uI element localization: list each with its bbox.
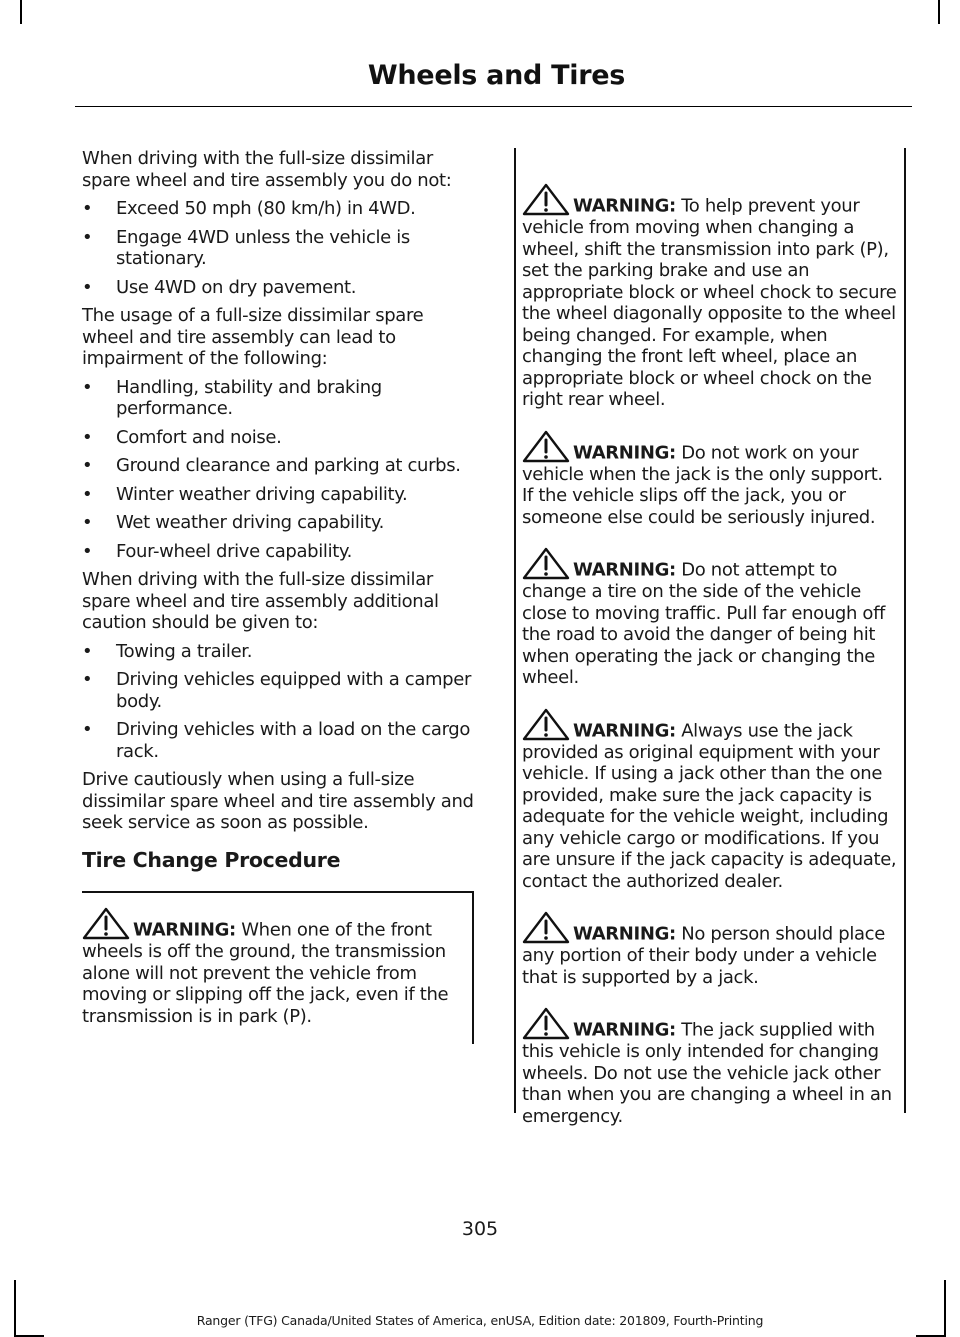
warning-block (522, 547, 897, 689)
header-rule (75, 106, 912, 107)
paragraph-closing: Drive cautiously when using a full-size dissimilar spare wheel and tire assembly and seek service as soon as possible. (82, 769, 474, 833)
page-number: 305 (461, 1218, 499, 1240)
list-item: • Use 4WD on dry pavement. (82, 277, 474, 299)
crop-mark-bottom-left (14, 1280, 16, 1337)
warning-label: WARNING: (573, 720, 676, 741)
warning-triangle-icon (522, 183, 570, 217)
warning-block (522, 430, 897, 529)
warning-text: When one of the front wheels is off the ground, the transmission alone will not prevent the vehicle from moving or slipping off the jack, even if the transmission is in park (P). (82, 919, 449, 1027)
list-item: • Ground clearance and parking at curbs. (82, 455, 474, 477)
warning-text: Do not attempt to change a tire on the side of the vehicle close to moving traffic. Pull far enough off the road to avoid the danger of being hit when operating the jack or changing the wheel. (522, 559, 886, 688)
list-item: • Driving vehicles equipped with a camper body. (82, 669, 474, 712)
list-item: • Exceed 50 mph (80 km/h) in 4WD. (82, 198, 474, 220)
warning-label: WARNING: (573, 923, 676, 945)
warning-text: To help prevent your vehicle from moving when changing a wheel, shift the transmission into park (P), set the parking brake and use an appropriate block or wheel chock to secure the wheel diagonally opposite to the wheel being changed. For example, when changing the front left wheel, place an appropriate block or wheel chock on the right rear wheel. (522, 195, 897, 410)
left-column (82, 148, 474, 1044)
warning-block (522, 1007, 897, 1127)
right-column (522, 183, 897, 1146)
warning-text: Always use the jack provided as original equipment with your vehicle. If using a jack other than the one provided, make sure the jack capacity is adequate for the vehicle weight, including any vehicle cargo or modifications. If you are unsure if the jack capacity is adequate, contact the authorized dealer. (522, 720, 897, 892)
warning-text: Do not work on your vehicle when the jack is the only support. If the vehicle slips off the jack, you or someone else could be seriously injured. (522, 442, 883, 528)
warning-triangle-icon (522, 708, 570, 742)
warning-label: WARNING: (573, 442, 676, 463)
warning-text: The jack supplied with this vehicle is only intended for changing wheels. Do not use the vehicle jack other than when you are changing a wheel in an emergency. (522, 1019, 892, 1127)
list-item: • Handling, stability and braking performance. (82, 377, 474, 420)
warning-block (522, 708, 897, 893)
crop-mark-bottom-right (944, 1280, 946, 1337)
crop-mark-top-left (20, 0, 22, 24)
warning-triangle-icon (522, 911, 570, 945)
list-restrictions (82, 198, 474, 298)
section-heading: Tire Change Procedure (82, 847, 341, 872)
warning-triangle-icon (522, 1007, 570, 1041)
warning-label: WARNING: (573, 559, 676, 581)
warning-triangle-icon (522, 430, 570, 464)
warning-block (522, 183, 897, 411)
warning-label: WARNING: (133, 919, 236, 941)
paragraph-intro-2: The usage of a full-size dissimilar spare wheel and tire assembly can lead to impairment of the following: (82, 305, 424, 369)
warning-label: WARNING: (573, 1019, 676, 1041)
list-item: • Driving vehicles with a load on the cargo rack. (82, 719, 474, 762)
list-item: • Wet weather driving capability. (82, 512, 474, 534)
warning-box-left (82, 891, 474, 1044)
warning-text: No person should place any portion of their body under a vehicle that is supported by a jack. (522, 923, 885, 988)
list-item: • Winter weather driving capability. (82, 484, 474, 506)
page-title: Wheels and Tires (367, 60, 625, 91)
list-item: • Four-wheel drive capability. (82, 541, 474, 563)
list-item: • Towing a trailer. (82, 641, 474, 663)
list-impairments (82, 377, 474, 563)
list-caution (82, 641, 474, 763)
list-item: • Engage 4WD unless the vehicle is stationary. (82, 227, 474, 270)
crop-mark-top-right (938, 0, 940, 24)
list-item: • Comfort and noise. (82, 427, 474, 449)
warning-triangle-icon (82, 907, 130, 941)
warning-block (82, 907, 464, 1027)
paragraph-intro-1: When driving with the full-size dissimilar spare wheel and tire assembly you do not: (82, 148, 452, 191)
edition-footer: Ranger (TFG) Canada/United States of America, enUSA, Edition date: 201809, Fourth-Printing (196, 1313, 764, 1328)
paragraph-intro-3: When driving with the full-size dissimilar spare wheel and tire assembly additional caution should be given to: (82, 569, 439, 633)
warning-triangle-icon (522, 547, 570, 581)
warning-label: WARNING: (573, 195, 676, 217)
warning-block (522, 911, 897, 988)
